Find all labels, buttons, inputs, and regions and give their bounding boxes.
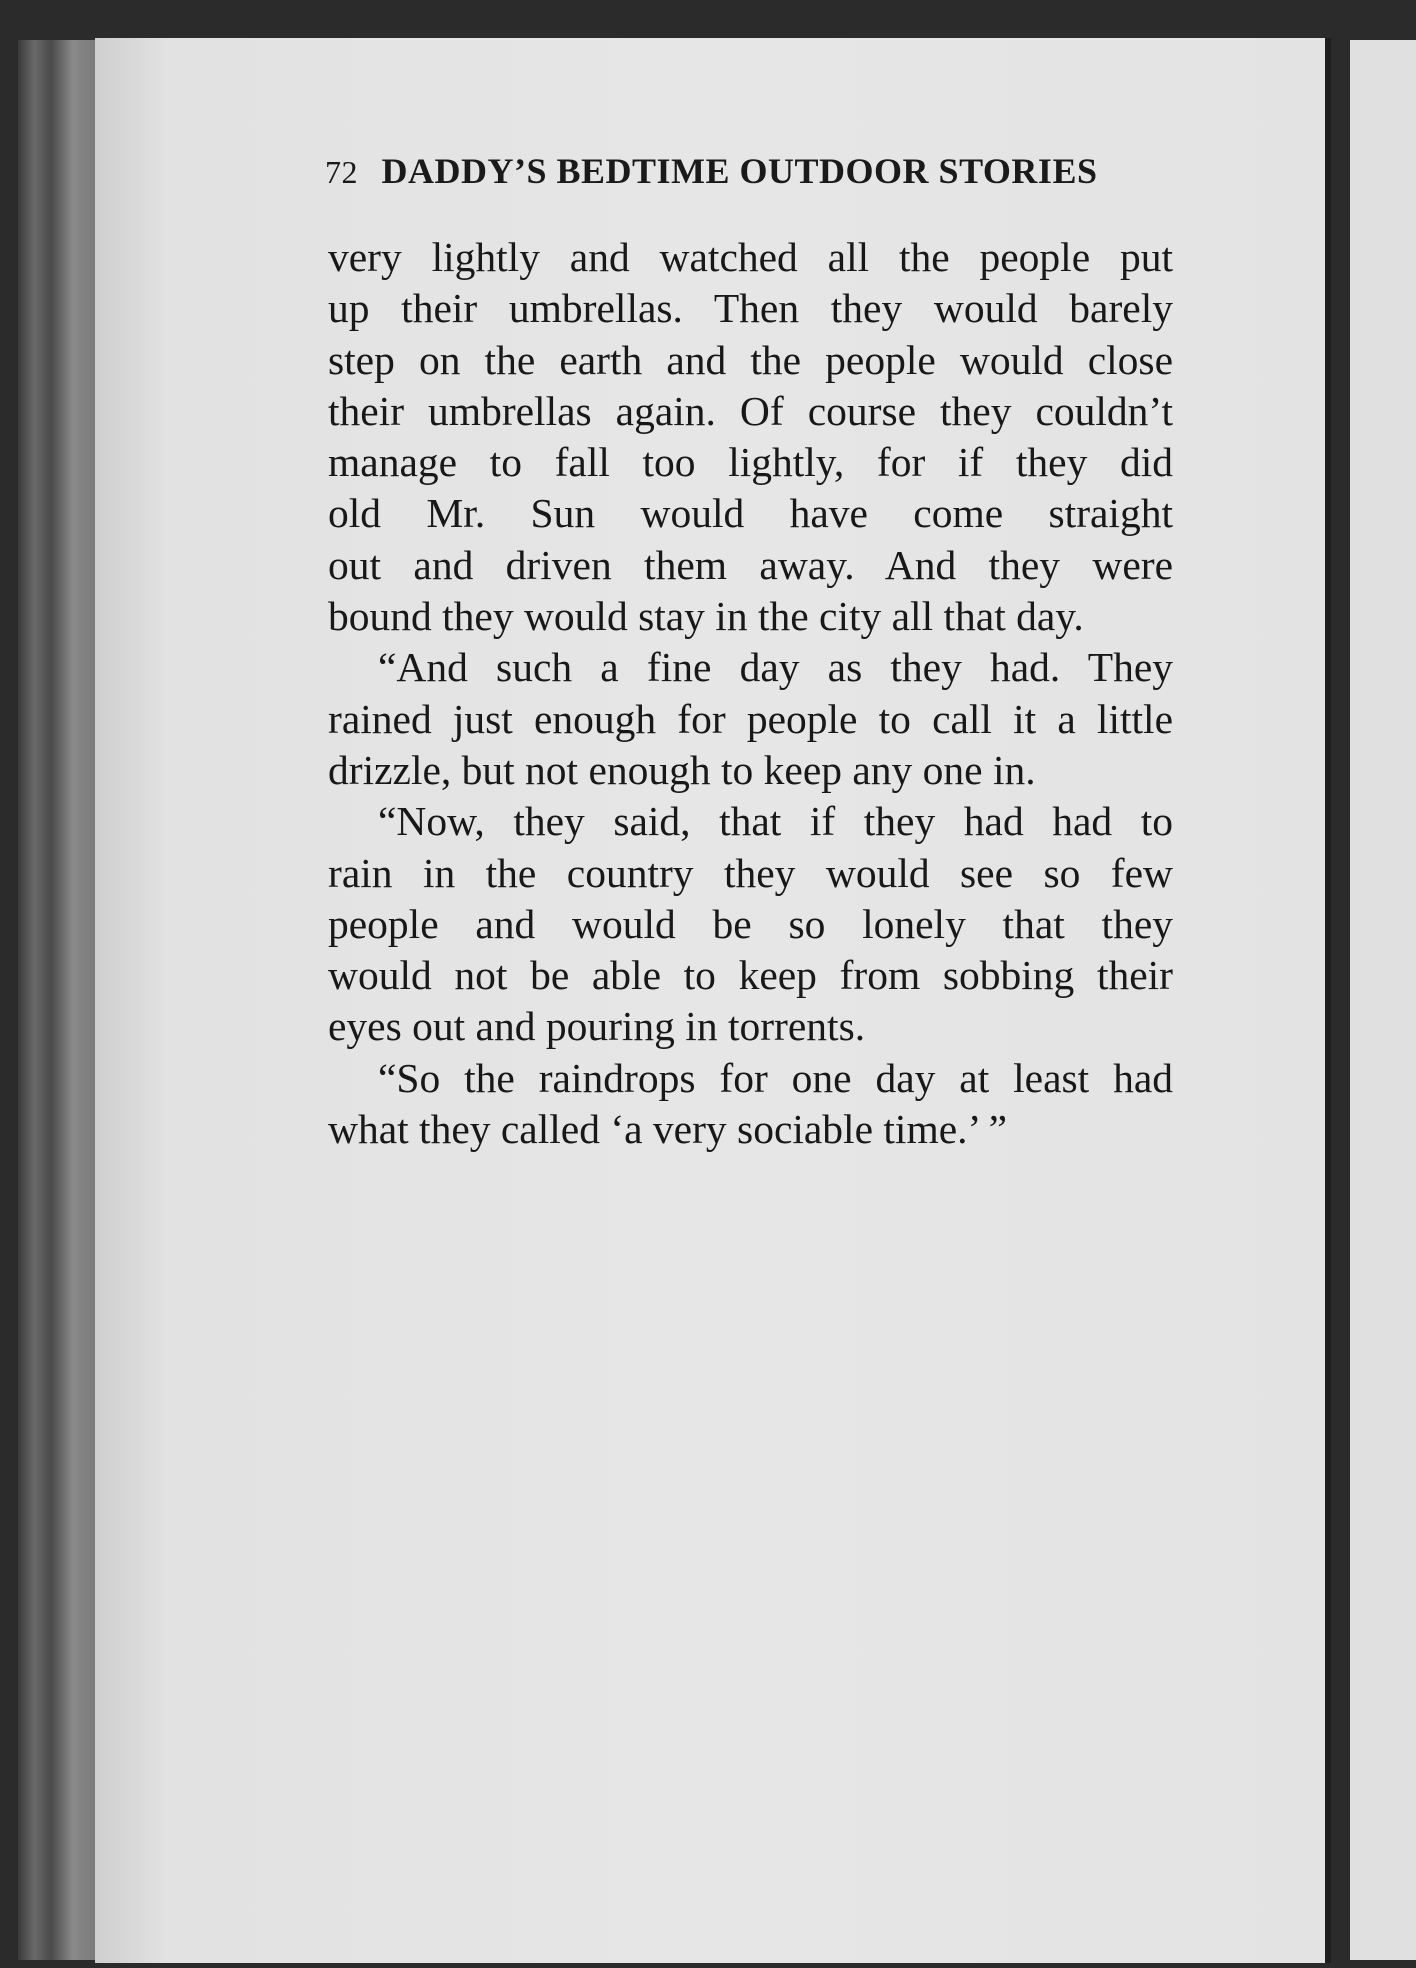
text-line: up their umbrellas. Then they would barely [328,285,1173,332]
text-line: drizzle, but not enough to keep any one in. [328,746,1036,793]
text-line: “So the raindrops for one day at least had [378,1054,1173,1101]
text-line: eyes out and pouring in torrents. [328,1003,866,1050]
text-line: rained just enough for people to call it a little [328,695,1173,742]
paragraph [328,1053,1173,1156]
text-line: very lightly and watched all the people put [328,234,1173,280]
text-line: “And such a fine day as they had. They [378,644,1173,691]
text-line: out and driven them away. And they were [328,541,1173,588]
text-line: what they called ‘a very sociable time.’ ” [328,1106,1008,1153]
text-line: would not be able to keep from sobbing their [328,952,1173,999]
text-line: people and would be so lonely that they [328,900,1173,947]
running-head [325,150,1125,192]
text-line: their umbrellas again. Of course they couldn’t [328,387,1173,434]
paragraph [328,642,1173,796]
paragraph [328,796,1173,1052]
paragraph [328,232,1173,642]
text-line: rain in the country they would see so few [328,849,1173,896]
body-text [328,232,1173,1155]
text-line: step on the earth and the people would close [328,336,1173,383]
text-line: “Now, they said, that if they had had to [378,798,1173,845]
book-title: DADDY’S BEDTIME OUTDOOR STORIES [381,151,1098,191]
page-number: 72 [325,154,358,190]
text-line: bound they would stay in the city all that day. [328,593,1084,640]
facing-page-edge [1350,40,1416,1960]
text-line: old Mr. Sun would have come straight [328,490,1173,537]
text-line: manage to fall too lightly, for if they did [328,439,1173,486]
